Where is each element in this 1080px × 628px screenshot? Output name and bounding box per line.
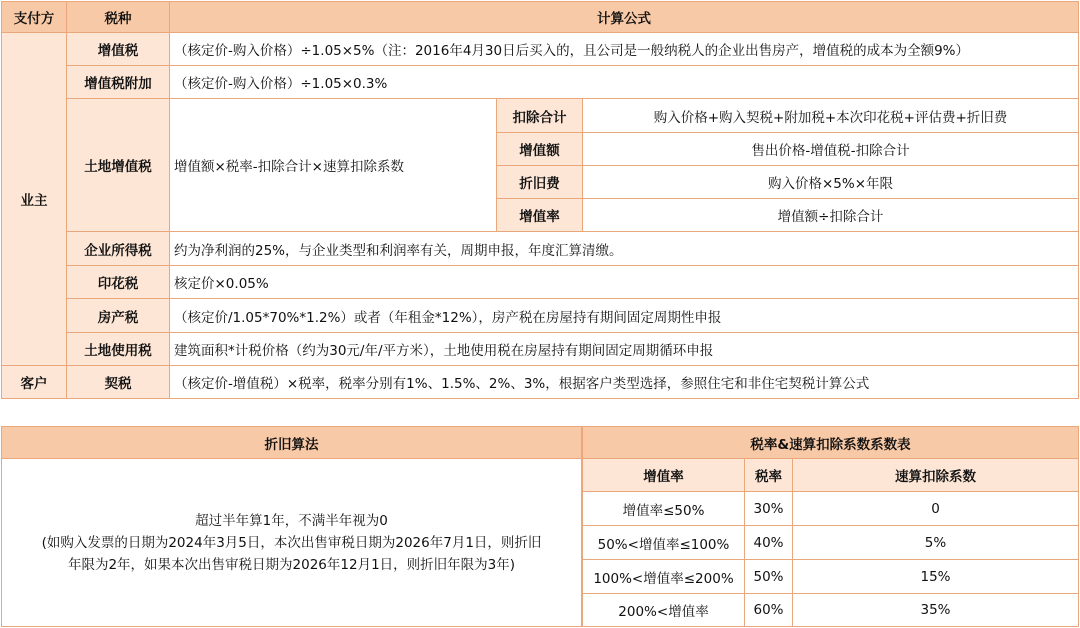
tax-name-property: 房产税 — [67, 299, 170, 333]
rate-header-deduction: 速算扣除系数 — [793, 459, 1079, 492]
formula-cit: 约为净利润的25%，与企业类型和利润率有关，周期申报，年度汇算清缴。 — [170, 232, 1079, 266]
tax-name-vat-surcharge: 增值税附加 — [67, 66, 170, 99]
rate-cell-growth: 50%<增值率≤100% — [583, 526, 745, 560]
payer-customer: 客户 — [2, 366, 67, 399]
tax-name-deed: 契税 — [67, 366, 170, 399]
land-vat-sub-value: 购入价格×5%×年限 — [583, 166, 1079, 199]
rate-cell-deduction: 5% — [793, 526, 1079, 560]
formula-stamp: 核定价×0.05% — [170, 266, 1079, 299]
payer-owner: 业主 — [2, 33, 67, 366]
land-vat-sub-label: 扣除合计 — [497, 99, 583, 133]
rate-header-rate: 税率 — [745, 459, 793, 492]
rate-cell-rate: 50% — [745, 560, 793, 594]
formula-vat-surcharge: （核定价-购入价格）÷1.05×0.3% — [170, 66, 1079, 99]
land-vat-sub-value: 购入价格+购入契税+附加税+本次印花税+评估费+折旧费 — [583, 99, 1079, 133]
formula-land-vat: 增值额×税率-扣除合计×速算扣除系数 — [170, 99, 497, 232]
rate-table-title: 税率&速算扣除系数系数表 — [583, 427, 1079, 459]
rate-table — [582, 426, 1079, 627]
formula-vat: （核定价-购入价格）÷1.05×5%（注：2016年4月30日后买入的，且公司是一般纳税人的企业出售房产，增值税的成本为全额9%） — [170, 33, 1079, 66]
rate-cell-deduction: 35% — [793, 594, 1079, 627]
tax-name-land-use: 土地使用税 — [67, 333, 170, 366]
land-vat-sub-label: 增值率 — [497, 199, 583, 232]
rate-cell-growth: 100%<增值率≤200% — [583, 560, 745, 594]
formula-property: （核定价/1.05*70%*1.2%）或者（年租金*12%），房产税在房屋持有期间固定周期性申报 — [170, 299, 1079, 333]
depreciation-note — [2, 459, 582, 627]
rate-cell-growth: 增值率≤50% — [583, 492, 745, 526]
formula-land-use: 建筑面积*计税价格（约为30元/年/平方米），土地使用税在房屋持有期间固定周期循环申报 — [170, 333, 1079, 366]
rate-cell-deduction: 0 — [793, 492, 1079, 526]
rate-cell-rate: 40% — [745, 526, 793, 560]
depreciation-line: (如购入发票的日期为2024年3月5日，本次出售审税日期为2026年7月1日，则折旧 — [41, 534, 542, 551]
rate-cell-rate: 60% — [745, 594, 793, 627]
table-row — [583, 594, 1079, 627]
tax-name-land-vat: 土地增值税 — [67, 99, 170, 232]
depreciation-table — [1, 426, 582, 627]
table-row — [583, 526, 1079, 560]
tax-name-vat: 增值税 — [67, 33, 170, 66]
tax-name-stamp: 印花税 — [67, 266, 170, 299]
land-vat-sub-value: 增值额÷扣除合计 — [583, 199, 1079, 232]
tax-name-cit: 企业所得税 — [67, 232, 170, 266]
tax-formula-table — [1, 1, 1079, 399]
table-row — [583, 560, 1079, 594]
header-payer: 支付方 — [2, 2, 67, 33]
table-row — [583, 492, 1079, 526]
rate-cell-growth: 200%<增值率 — [583, 594, 745, 627]
rate-header-growth: 增值率 — [583, 459, 745, 492]
rate-cell-rate: 30% — [745, 492, 793, 526]
depreciation-title: 折旧算法 — [2, 427, 582, 459]
land-vat-sub-label: 增值额 — [497, 133, 583, 166]
header-tax-type: 税种 — [67, 2, 170, 33]
header-formula: 计算公式 — [170, 2, 1079, 33]
land-vat-sub-label: 折旧费 — [497, 166, 583, 199]
depreciation-line: 超过半年算1年，不满半年视为0 — [195, 512, 388, 529]
rate-cell-deduction: 15% — [793, 560, 1079, 594]
depreciation-line: 年限为2年，如果本次出售审税日期为2026年12月1日，则折旧年限为3年) — [67, 556, 516, 573]
land-vat-sub-value: 售出价格-增值税-扣除合计 — [583, 133, 1079, 166]
formula-deed: （核定价-增值税）×税率，税率分别有1%、1.5%、2%、3%，根据客户类型选择，参照住宅和非住宅契税计算公式 — [170, 366, 1079, 399]
